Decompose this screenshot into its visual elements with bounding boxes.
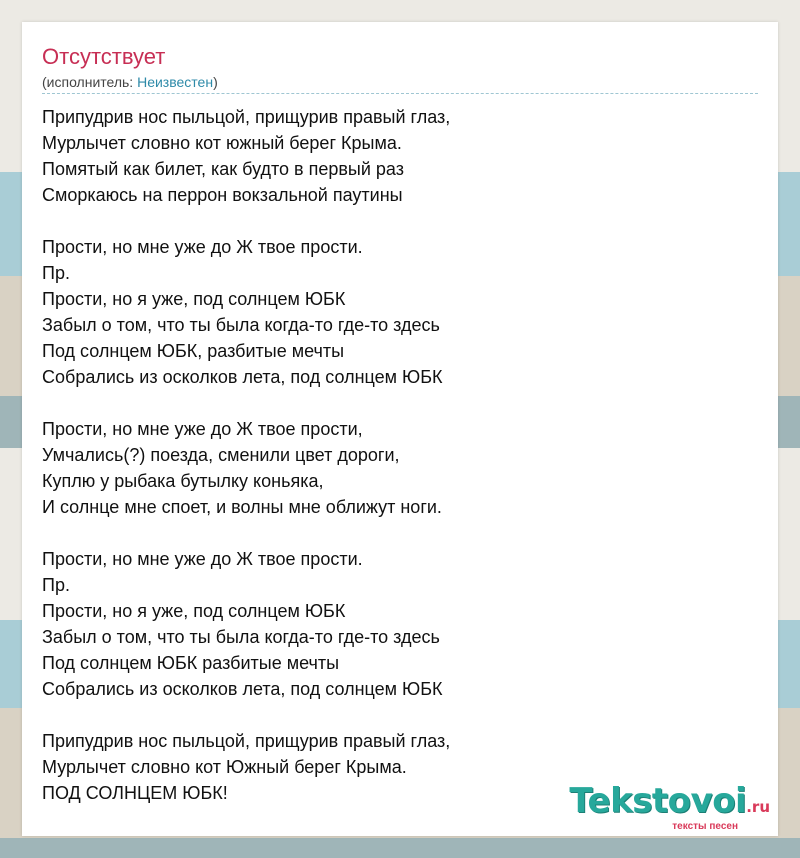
artist-suffix: ) — [213, 74, 218, 90]
song-title: Отсутствует — [42, 44, 166, 69]
background-stripe — [0, 838, 800, 858]
logo-wordmark — [569, 783, 770, 825]
logo-tagline: тексты песен — [672, 821, 738, 832]
tekstovoi-logo[interactable] — [569, 783, 770, 832]
logo-main-text: Tekstovoi — [569, 781, 747, 821]
lyrics-text: Припудрив нос пыльцой, прищурив правый глаз, Мурлычет словно кот южный берег Крыма. Помятый как билет, как будто в первый раз Сморкаюсь на перрон вокзальной паутины Прости, но мне уже до Ж твое прости. Пр. Прости, но я уже, под солнцем ЮБК Забыл о том, что ты была когда-то где-то здесь Под солнцем ЮБК, разбитые мечты Собрались из осколков лета, под солнцем ЮБК Прости, но мне уже до Ж твое прости, Умчались(?) поезда, сменили цвет дороги, Куплю у рыбака бутылку коньяка, И солнце мне споет, и волны мне оближут ноги. Прости, но мне уже до Ж твое прости. Пр. Прости, но я уже, под солнцем ЮБК Забыл о том, что ты была когда-то где-то здесь Под солнцем ЮБК разбитые мечты Собрались из осколков лета, под солнцем ЮБК Припудрив нос пыльцой, прищурив правый глаз, Мурлычет словно кот Южный берег Крыма. ПОД СОЛНЦЕМ ЮБК! — [42, 107, 451, 803]
artist-link[interactable]: Неизвестен — [137, 74, 214, 90]
logo-tld: .ru — [746, 798, 770, 816]
artist-prefix: (исполнитель: — [42, 74, 138, 90]
dashed-divider — [42, 93, 758, 94]
artist-line — [42, 73, 218, 91]
lyrics-card — [22, 22, 778, 836]
